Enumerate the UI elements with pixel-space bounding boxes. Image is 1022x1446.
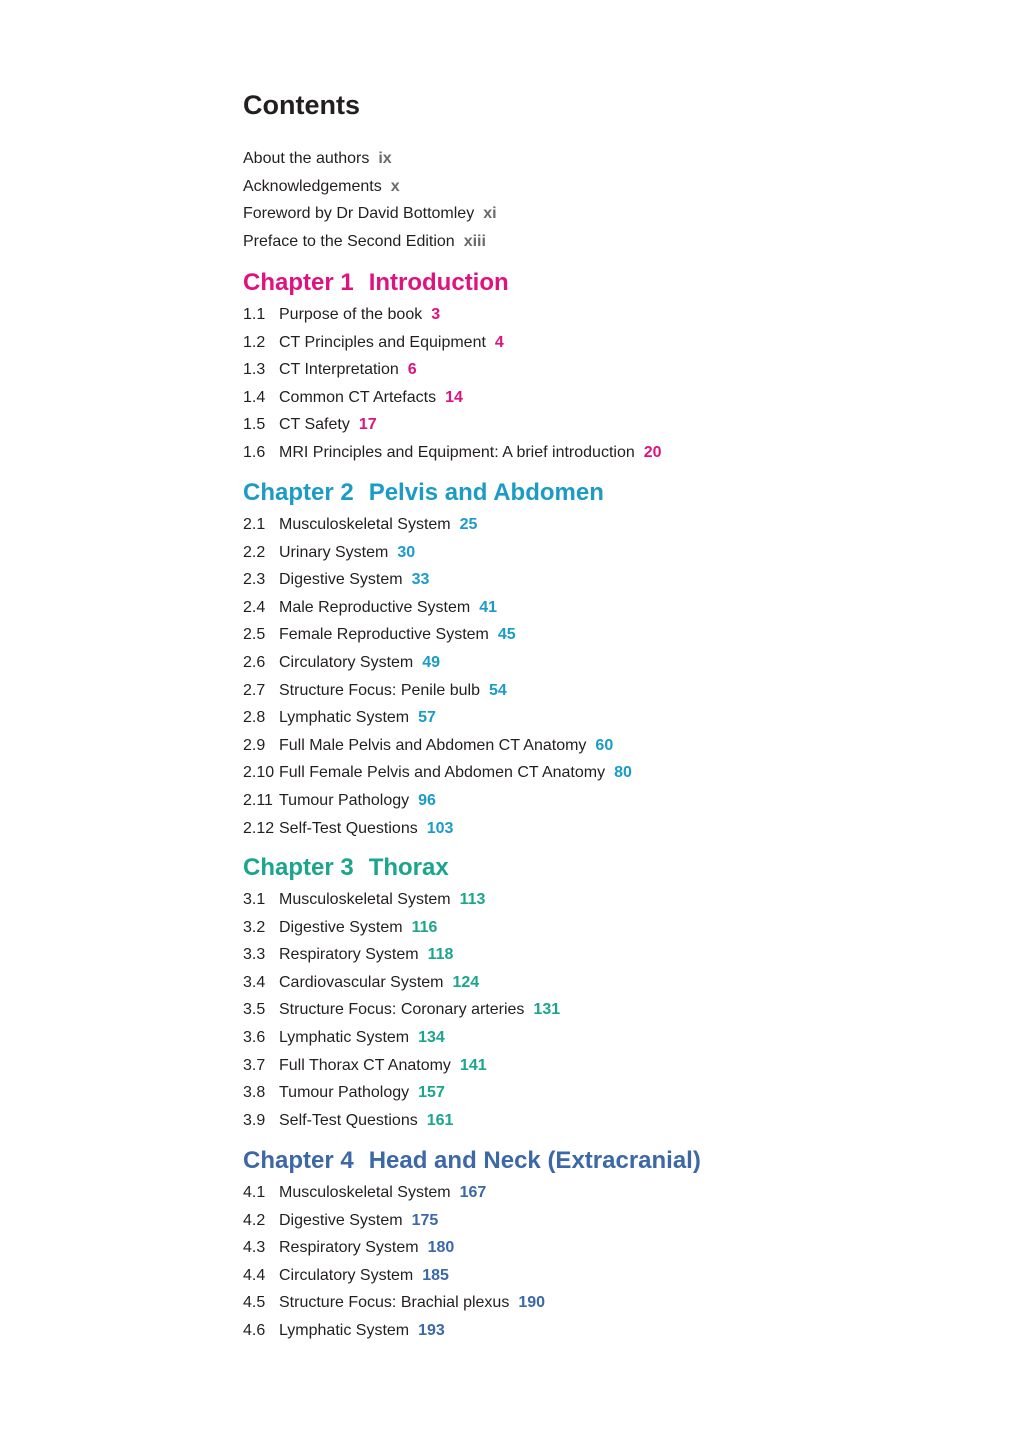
section-number: 2.7	[243, 681, 266, 699]
front-matter-list	[243, 145, 943, 255]
chapter-3-section	[243, 852, 963, 1134]
page-number: 103	[426, 819, 454, 837]
page-number: 80	[614, 764, 632, 782]
section-number: 2.4	[243, 598, 266, 616]
section-label: Lymphatic System	[279, 1321, 410, 1339]
page-number: ix	[378, 150, 392, 167]
section-label: Cardiovascular System	[279, 973, 444, 991]
front-matter-item[interactable]	[243, 173, 943, 201]
section-label: MRI Principles and Equipment: A brief introduction	[279, 443, 635, 461]
section-number: 2.1	[243, 516, 266, 533]
page-number: 49	[422, 653, 441, 671]
toc-entry[interactable]	[243, 594, 963, 622]
toc-entry[interactable]	[243, 539, 963, 567]
page-number: 131	[533, 1001, 561, 1019]
page-number: 57	[418, 709, 436, 727]
section-number: 2.11	[243, 791, 273, 809]
toc-entry[interactable]	[243, 1179, 963, 1207]
page-number: 14	[445, 388, 463, 406]
section-number: 4.1	[243, 1184, 266, 1201]
section-label: Circulatory System	[279, 653, 414, 671]
toc-entry[interactable]	[243, 677, 963, 705]
section-label: Full Thorax CT Anatomy	[279, 1056, 451, 1074]
page-number: 6	[407, 361, 417, 379]
chapter-1-section	[243, 267, 963, 467]
front-matter-item[interactable]	[243, 145, 943, 173]
section-label: Respiratory System	[279, 1239, 419, 1257]
toc-entry[interactable]	[243, 1289, 963, 1317]
front-matter-item[interactable]	[243, 200, 943, 228]
section-label: Digestive System	[279, 571, 403, 589]
section-number: 2.10	[243, 764, 275, 782]
section-number: 1.6	[243, 443, 266, 461]
page-number: 45	[497, 626, 516, 644]
section-number: 3.8	[243, 1084, 266, 1102]
section-label: Common CT Artefacts	[279, 388, 437, 406]
chapter-title: Introduction	[368, 269, 509, 296]
section-number: 1.4	[243, 388, 266, 406]
section-label: Lymphatic System	[279, 1028, 410, 1046]
toc-entry[interactable]	[243, 621, 963, 649]
toc-entry[interactable]	[243, 301, 963, 329]
page-number: 4	[494, 333, 504, 351]
page-number: 175	[411, 1211, 439, 1229]
section-label: CT Interpretation	[279, 361, 399, 379]
section-label: Lymphatic System	[279, 709, 410, 727]
toc-entry[interactable]	[243, 941, 963, 969]
page-number: 180	[427, 1239, 455, 1257]
section-number: 3.4	[243, 973, 266, 991]
entry-label: About the authors	[243, 150, 370, 167]
section-number: 1.2	[243, 333, 266, 351]
toc-entry[interactable]	[243, 1107, 963, 1135]
chapter-number: Chapter 4	[243, 1147, 354, 1174]
page-number: 20	[643, 443, 662, 461]
section-number: 4.4	[243, 1266, 266, 1284]
page-number: 96	[418, 791, 436, 809]
toc-entry[interactable]	[243, 969, 963, 997]
section-label: Self-Test Questions	[279, 819, 418, 837]
toc-entry[interactable]	[243, 1207, 963, 1235]
section-number: 1.3	[243, 361, 266, 379]
toc-entry[interactable]	[243, 384, 963, 412]
page-number: 25	[459, 516, 478, 533]
section-number: 2.9	[243, 736, 266, 754]
section-number: 3.6	[243, 1028, 266, 1046]
toc-entry[interactable]	[243, 649, 963, 677]
toc-entry[interactable]	[243, 439, 963, 467]
section-number: 3.2	[243, 918, 266, 936]
toc-entry[interactable]	[243, 732, 963, 760]
toc-entry[interactable]	[243, 704, 963, 732]
page-number: 54	[489, 681, 507, 699]
toc-entry[interactable]	[243, 1024, 963, 1052]
page-number: 141	[459, 1056, 487, 1074]
page-number: 124	[452, 973, 480, 991]
section-number: 3.7	[243, 1056, 266, 1074]
page-number: 3	[431, 306, 441, 323]
section-label: Respiratory System	[279, 946, 419, 964]
chapter-title: Head and Neck (Extracranial)	[368, 1147, 701, 1174]
toc-entry[interactable]	[243, 886, 963, 914]
section-number: 3.1	[243, 891, 266, 908]
page-number: 161	[426, 1111, 454, 1129]
section-label: Musculoskeletal System	[279, 891, 451, 908]
section-label: Structure Focus: Penile bulb	[279, 681, 480, 699]
section-number: 3.3	[243, 946, 266, 964]
section-number: 2.2	[243, 543, 266, 561]
chapter-heading[interactable]	[243, 852, 963, 884]
chapter-2-section	[243, 477, 963, 842]
front-matter-item[interactable]	[243, 228, 943, 256]
section-label: Musculoskeletal System	[279, 516, 451, 533]
chapter-heading[interactable]	[243, 1145, 963, 1177]
page-number: 134	[418, 1028, 445, 1046]
section-number: 2.6	[243, 653, 266, 671]
entry-label: Foreword by Dr David Bottomley	[243, 205, 475, 223]
toc-entry[interactable]	[243, 759, 963, 787]
section-number: 1.1	[243, 306, 266, 323]
page-number: 33	[411, 571, 430, 589]
section-label: Tumour Pathology	[279, 791, 410, 809]
page-number: xiii	[463, 232, 486, 250]
chapter-heading[interactable]	[243, 477, 963, 509]
section-label: Full Male Pelvis and Abdomen CT Anatomy	[279, 736, 587, 754]
section-label: Digestive System	[279, 1211, 403, 1229]
toc-entry[interactable]	[243, 1234, 963, 1262]
section-number: 4.5	[243, 1294, 266, 1312]
page-number: 190	[518, 1294, 546, 1312]
chapter-number: Chapter 1	[243, 269, 354, 296]
section-number: 3.5	[243, 1001, 266, 1019]
section-label: Circulatory System	[279, 1266, 414, 1284]
page-number: 30	[397, 543, 416, 561]
section-label: Structure Focus: Coronary arteries	[279, 1001, 525, 1019]
section-label: Structure Focus: Brachial plexus	[279, 1294, 510, 1312]
page-number: 17	[358, 416, 377, 434]
page-number: 116	[411, 918, 438, 936]
page-number: 118	[427, 946, 454, 964]
entry-label: Preface to the Second Edition	[243, 232, 455, 250]
page-number: 193	[418, 1321, 445, 1339]
page-number: 157	[418, 1084, 445, 1102]
toc-entry[interactable]	[243, 815, 963, 843]
toc-entry[interactable]	[243, 356, 963, 384]
toc-entry[interactable]	[243, 329, 963, 357]
section-number: 1.5	[243, 416, 266, 434]
section-number: 4.3	[243, 1239, 266, 1257]
page-number: x	[390, 177, 400, 195]
section-label: Digestive System	[279, 918, 403, 936]
section-label: Purpose of the book	[279, 306, 423, 323]
section-label: Female Reproductive System	[279, 626, 489, 644]
entry-label: Acknowledgements	[243, 177, 382, 195]
section-number: 2.8	[243, 709, 266, 727]
chapter-number: Chapter 3	[243, 854, 354, 881]
toc-entry[interactable]	[243, 1052, 963, 1080]
page-number: 60	[595, 736, 614, 754]
chapter-title: Pelvis and Abdomen	[368, 479, 604, 506]
page-number: 41	[479, 598, 497, 616]
toc-entry[interactable]	[243, 566, 963, 594]
toc-entry[interactable]	[243, 914, 963, 942]
section-label: Musculoskeletal System	[279, 1184, 451, 1201]
section-number: 2.12	[243, 819, 275, 837]
page-title: Contents	[243, 90, 360, 120]
toc-entry[interactable]	[243, 1079, 963, 1107]
section-number: 2.5	[243, 626, 266, 644]
page-number: xi	[483, 205, 497, 223]
section-label: Urinary System	[279, 543, 389, 561]
page-number: 113	[459, 891, 486, 908]
chapter-number: Chapter 2	[243, 479, 354, 506]
section-label: Full Female Pelvis and Abdomen CT Anatomy	[279, 764, 606, 782]
toc-entry[interactable]	[243, 787, 963, 815]
toc-entry[interactable]	[243, 411, 963, 439]
section-number: 4.2	[243, 1211, 266, 1229]
section-label: Self-Test Questions	[279, 1111, 418, 1129]
section-number: 2.3	[243, 571, 266, 589]
page-number: 167	[459, 1184, 487, 1201]
section-number: 3.9	[243, 1111, 266, 1129]
section-label: Male Reproductive System	[279, 598, 471, 616]
section-number: 4.6	[243, 1321, 266, 1339]
chapter-title: Thorax	[368, 854, 449, 881]
toc-entry[interactable]	[243, 1262, 963, 1290]
page-number: 185	[422, 1266, 449, 1284]
section-label: CT Safety	[279, 416, 350, 434]
chapter-4-section	[243, 1145, 963, 1345]
section-label: Tumour Pathology	[279, 1084, 410, 1102]
toc-entry[interactable]	[243, 511, 963, 539]
section-label: CT Principles and Equipment	[279, 333, 486, 351]
chapter-heading[interactable]	[243, 267, 963, 299]
toc-entry[interactable]	[243, 1317, 963, 1345]
toc-entry[interactable]	[243, 996, 963, 1024]
